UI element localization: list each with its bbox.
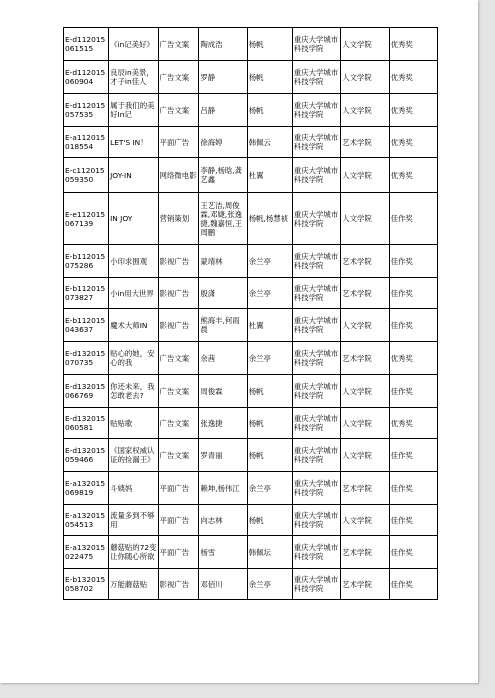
category-cell: 影视广告 — [158, 278, 199, 309]
category-cell: 平面广告 — [158, 472, 199, 505]
award-cell: 优秀奖 — [389, 158, 437, 193]
authors-cell: 杨雪 — [199, 536, 247, 569]
authors-cell: 吕静 — [199, 94, 247, 127]
category-cell: 广告文案 — [158, 375, 199, 408]
entry-id-cell: E-c112015059350 — [64, 158, 109, 193]
school-cell: 重庆大学城市科技学院 — [292, 408, 340, 439]
work-title-cell: 万能蘑菇贴 — [109, 569, 158, 600]
category-cell: 影视广告 — [158, 245, 199, 278]
award-cell: 佳作奖 — [389, 278, 437, 309]
award-cell: 佳作奖 — [389, 193, 437, 245]
work-title-cell: 小印求围观 — [109, 245, 158, 278]
category-cell: 广告文案 — [158, 61, 199, 94]
advisor-cell: 余兰亭 — [247, 278, 292, 309]
entry-id-cell: E-d132015059466 — [64, 439, 109, 472]
award-cell: 佳作奖 — [389, 245, 437, 278]
advisor-cell: 杨帆 — [247, 94, 292, 127]
college-cell: 人文学院 — [341, 193, 389, 245]
advisor-cell: 余兰亭 — [247, 569, 292, 600]
table-row — [64, 408, 438, 439]
school-cell: 重庆大学城市科技学院 — [292, 245, 340, 278]
entry-id-cell: E-d112015061515 — [64, 28, 109, 61]
school-cell: 重庆大学城市科技学院 — [292, 375, 340, 408]
award-cell: 优秀奖 — [389, 127, 437, 158]
authors-cell: 向志林 — [199, 505, 247, 536]
table-row — [64, 28, 438, 61]
table-row — [64, 127, 438, 158]
award-cell: 佳作奖 — [389, 375, 437, 408]
table-row — [64, 61, 438, 94]
advisor-cell: 韩佩坛 — [247, 536, 292, 569]
entry-id-cell: E-b112015075286 — [64, 245, 109, 278]
advisor-cell: 杨帆 — [247, 28, 292, 61]
award-cell: 佳作奖 — [389, 309, 437, 342]
school-cell: 重庆大学城市科技学院 — [292, 278, 340, 309]
category-cell: 广告文案 — [158, 408, 199, 439]
advisor-cell: 杨帆,杨慧祯 — [247, 193, 292, 245]
entry-id-cell: E-a132015069819 — [64, 472, 109, 505]
authors-cell: 赖坤,杨伟江 — [199, 472, 247, 505]
work-title-cell: 属于我们的美好In记 — [109, 94, 158, 127]
school-cell: 重庆大学城市科技学院 — [292, 505, 340, 536]
authors-cell: 熊海丰,何雨晨 — [199, 309, 247, 342]
table-row — [64, 536, 438, 569]
authors-cell: 邓佰川 — [199, 569, 247, 600]
category-cell: 影视广告 — [158, 569, 199, 600]
school-cell: 重庆大学城市科技学院 — [292, 94, 340, 127]
entry-id-cell: E-e112015067139 — [64, 193, 109, 245]
award-cell: 佳作奖 — [389, 536, 437, 569]
authors-cell: 罗静 — [199, 61, 247, 94]
entry-id-cell: E-d132015070735 — [64, 342, 109, 375]
college-cell: 艺术学院 — [341, 472, 389, 505]
award-cell: 优秀奖 — [389, 342, 437, 375]
college-cell: 人文学院 — [341, 309, 389, 342]
table-row — [64, 158, 438, 193]
work-title-cell: 流量多到不够用 — [109, 505, 158, 536]
entry-id-cell: E-a132015054513 — [64, 505, 109, 536]
work-title-cell: JOY-IN — [109, 158, 158, 193]
school-cell: 重庆大学城市科技学院 — [292, 127, 340, 158]
table-row — [64, 245, 438, 278]
category-cell: 平面广告 — [158, 127, 199, 158]
category-cell: 网络微电影 — [158, 158, 199, 193]
work-title-cell: 《国家权威认证的捡漏王》 — [109, 439, 158, 472]
college-cell: 人文学院 — [341, 61, 389, 94]
work-title-cell: 贴贴歌 — [109, 408, 158, 439]
table-row — [64, 472, 438, 505]
college-cell: 人文学院 — [341, 158, 389, 193]
advisor-cell: 杜翼 — [247, 158, 292, 193]
category-cell: 影视广告 — [158, 309, 199, 342]
work-title-cell: 《in记美好》 — [109, 28, 158, 61]
college-cell: 艺术学院 — [341, 536, 389, 569]
college-cell: 艺术学院 — [341, 278, 389, 309]
advisor-cell: 杨帆 — [247, 61, 292, 94]
table-row — [64, 375, 438, 408]
work-title-cell: 斗姨妈 — [109, 472, 158, 505]
category-cell: 广告文案 — [158, 28, 199, 61]
college-cell: 人文学院 — [341, 505, 389, 536]
college-cell: 人文学院 — [341, 439, 389, 472]
table-row — [64, 569, 438, 600]
school-cell: 重庆大学城市科技学院 — [292, 28, 340, 61]
table-row — [64, 193, 438, 245]
authors-cell: 张逸捷 — [199, 408, 247, 439]
advisor-cell: 杨帆 — [247, 439, 292, 472]
school-cell: 重庆大学城市科技学院 — [292, 61, 340, 94]
entry-id-cell: E-d112015057535 — [64, 94, 109, 127]
school-cell: 重庆大学城市科技学院 — [292, 158, 340, 193]
entry-id-cell: E-d132015066769 — [64, 375, 109, 408]
work-title-cell: 贴心的她，安心的我 — [109, 342, 158, 375]
category-cell: 广告文案 — [158, 342, 199, 375]
entry-id-cell: E-d132015060581 — [64, 408, 109, 439]
college-cell: 艺术学院 — [341, 127, 389, 158]
work-title-cell: LET'S IN！ — [109, 127, 158, 158]
category-cell: 平面广告 — [158, 536, 199, 569]
college-cell: 人文学院 — [341, 375, 389, 408]
award-cell: 佳作奖 — [389, 472, 437, 505]
advisor-cell: 杨帆 — [247, 408, 292, 439]
school-cell: 重庆大学城市科技学院 — [292, 342, 340, 375]
authors-cell: 罗青丽 — [199, 439, 247, 472]
work-title-cell: 小in用大世界 — [109, 278, 158, 309]
college-cell: 人文学院 — [341, 28, 389, 61]
entry-id-cell: E-b112015043637 — [64, 309, 109, 342]
authors-cell: 周俊霖 — [199, 375, 247, 408]
school-cell: 重庆大学城市科技学院 — [292, 569, 340, 600]
award-cell: 优秀奖 — [389, 408, 437, 439]
school-cell: 重庆大学城市科技学院 — [292, 193, 340, 245]
entry-id-cell: E-d112015060904 — [64, 61, 109, 94]
award-cell: 优秀奖 — [389, 94, 437, 127]
award-cell: 佳作奖 — [389, 569, 437, 600]
authors-cell: 蒙靖林 — [199, 245, 247, 278]
entry-id-cell: E-a112015018554 — [64, 127, 109, 158]
award-cell: 优秀奖 — [389, 28, 437, 61]
advisor-cell: 余兰亭 — [247, 342, 292, 375]
advisor-cell: 余兰亭 — [247, 472, 292, 505]
college-cell: 人文学院 — [341, 408, 389, 439]
work-title-cell: 你还未来，我怎敢老去? — [109, 375, 158, 408]
award-table — [63, 27, 438, 600]
college-cell: 艺术学院 — [341, 342, 389, 375]
college-cell: 艺术学院 — [341, 569, 389, 600]
advisor-cell: 杨帆 — [247, 505, 292, 536]
authors-cell: 陶成浩 — [199, 28, 247, 61]
award-table-body — [64, 28, 438, 600]
table-row — [64, 278, 438, 309]
school-cell: 重庆大学城市科技学院 — [292, 472, 340, 505]
category-cell: 平面广告 — [158, 505, 199, 536]
school-cell: 重庆大学城市科技学院 — [292, 309, 340, 342]
college-cell: 人文学院 — [341, 94, 389, 127]
authors-cell: 王艺洁,周俊霖,邓婕,张逸捷,魏嘉恒,王周鹏 — [199, 193, 247, 245]
award-cell: 佳作奖 — [389, 505, 437, 536]
authors-cell: 徐海婷 — [199, 127, 247, 158]
school-cell: 重庆大学城市科技学院 — [292, 439, 340, 472]
table-row — [64, 342, 438, 375]
work-title-cell: 良辰in美景，才子in佳人 — [109, 61, 158, 94]
advisor-cell: 余兰亭 — [247, 245, 292, 278]
table-row — [64, 439, 438, 472]
school-cell: 重庆大学城市科技学院 — [292, 536, 340, 569]
advisor-cell: 韩佩云 — [247, 127, 292, 158]
work-title-cell: 魔术大师IN — [109, 309, 158, 342]
authors-cell: 殷潇 — [199, 278, 247, 309]
work-title-cell: 蘑菇贴的72变让你随心所欲 — [109, 536, 158, 569]
award-cell: 佳作奖 — [389, 439, 437, 472]
authors-cell: 李静,杨晗,龚艺鑫 — [199, 158, 247, 193]
award-cell: 优秀奖 — [389, 61, 437, 94]
authors-cell: 余茜 — [199, 342, 247, 375]
table-row — [64, 94, 438, 127]
table-row — [64, 505, 438, 536]
category-cell: 营销策划 — [158, 193, 199, 245]
college-cell: 艺术学院 — [341, 245, 389, 278]
entry-id-cell: E-b112015073827 — [64, 278, 109, 309]
table-row — [64, 309, 438, 342]
advisor-cell: 杨帆 — [247, 375, 292, 408]
entry-id-cell: E-a132015022475 — [64, 536, 109, 569]
category-cell: 广告文案 — [158, 439, 199, 472]
advisor-cell: 杜翼 — [247, 309, 292, 342]
entry-id-cell: E-b132015058702 — [64, 569, 109, 600]
work-title-cell: IN JOY — [109, 193, 158, 245]
category-cell: 广告文案 — [158, 94, 199, 127]
